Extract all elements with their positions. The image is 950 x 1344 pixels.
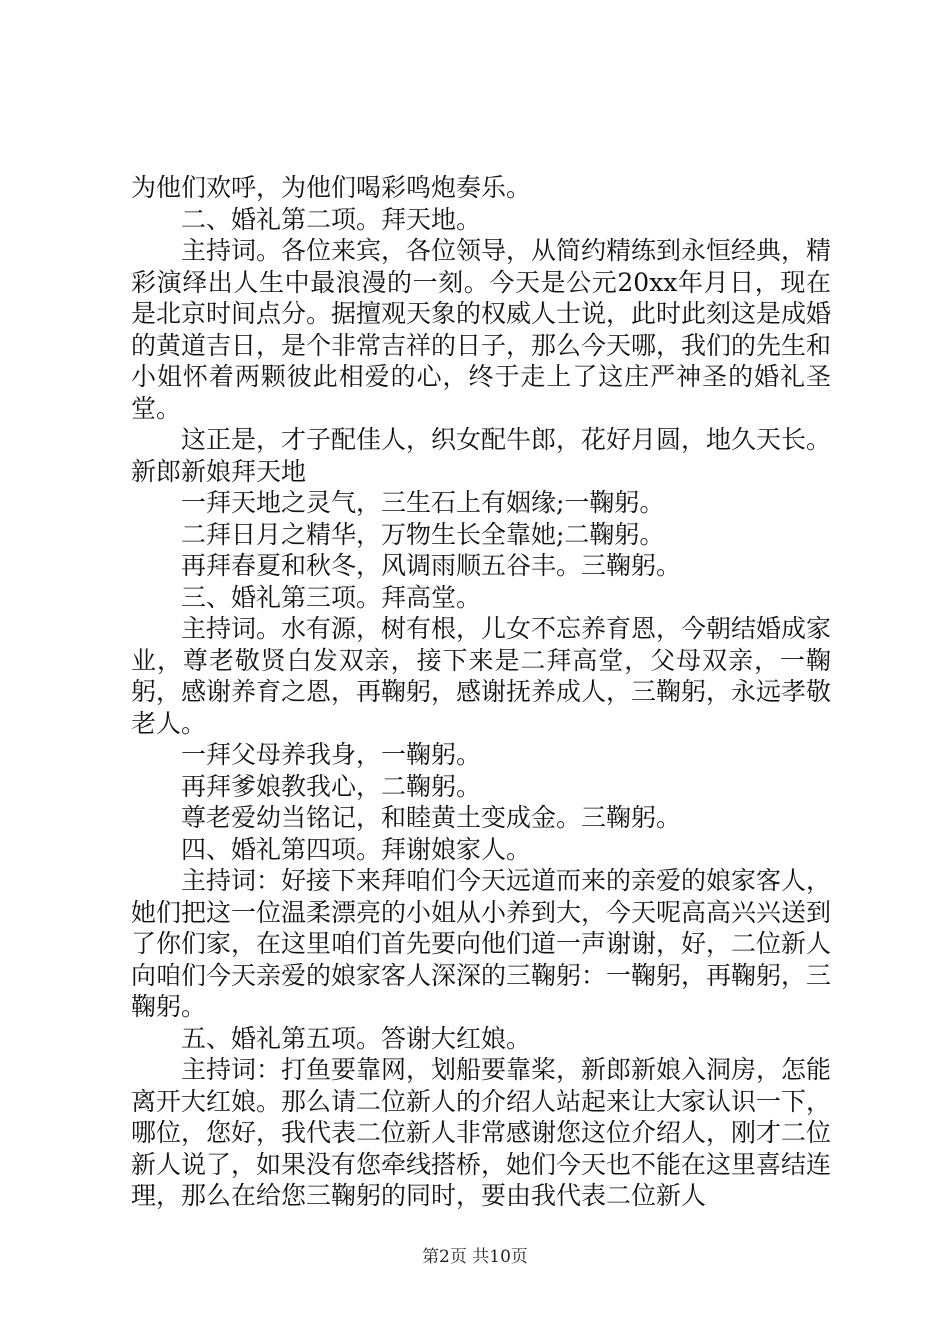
verse-line: 二拜日月之精华，万物生长全靠她;二鞠躬。 xyxy=(181,519,665,549)
paragraph-verse-intro: 这正是，才子配佳人，织女配牛郎，花好月圆，地久天长。新郎新娘拜天地 xyxy=(131,425,832,486)
section-heading-5: 五、婚礼第五项。答谢大红娘。 xyxy=(181,1023,532,1053)
page-number-label: 第2页 共10页 xyxy=(422,1247,528,1267)
document-body xyxy=(131,172,831,1212)
verse-line: 尊老爱幼当铭记，和睦黄土变成金。三鞠躬。 xyxy=(181,803,682,832)
verse-line: 再拜春夏和秋冬，风调雨顺五谷丰。三鞠躬。 xyxy=(181,551,682,580)
paragraph-continuation: 为他们欢呼，为他们喝彩鸣炮奏乐。 xyxy=(131,173,532,202)
verse-line: 再拜爹娘教我心，二鞠躬。 xyxy=(181,771,482,801)
verse-line: 一拜天地之灵气，三生石上有姻缘;一鞠躬。 xyxy=(181,488,665,517)
paragraph-host-speech-3: 主持词。水有源，树有根，儿女不忘养育恩，今朝结婚成家业，尊老敬贤白发双亲，接下来是二拜高堂，父母双亲，一鞠躬，感谢养育之恩，再鞠躬，感谢抚养成人，三鞠躬，永远孝敬老人。 xyxy=(131,614,832,738)
paragraph-host-speech-2: 主持词。各位来宾，各位领导，从简约精练到永恒经典，精彩演绎出人生中最浪漫的一刻。今天是公元20xx年月日，现在是北京时间点分。据擅观天象的权威人士说，此时此刻这是成婚的黄道吉日，是个非常吉祥的日子，那么今天哪，我们的先生和小姐怀着两颗彼此相爱的心，终于走上了这庄严神圣的婚礼圣堂。 xyxy=(131,236,832,423)
section-heading-3: 三、婚礼第三项。拜高堂。 xyxy=(181,582,482,612)
section-heading-2: 二、婚礼第二项。拜天地。 xyxy=(181,204,482,234)
paragraph-host-speech-4: 主持词：好接下来拜咱们今天远道而来的亲爱的娘家客人，她们把这一位温柔漂亮的小姐从小养到大，今天呢高高兴兴送到了你们家，在这里咱们首先要向他们道一声谢谢，好，二位新人向咱们今天亲爱的娘家客人深深的三鞠躬：一鞠躬，再鞠躬，三鞠躬。 xyxy=(131,866,832,1021)
paragraph-host-speech-5: 主持词：打鱼要靠网，划船要靠桨，新郎新娘入洞房，怎能离开大红娘。那么请二位新人的介绍人站起来让大家认识一下，哪位，您好，我代表二位新人非常感谢您这位介绍人，刚才二位新人说了，如果没有您牵线搭桥，她们今天也不能在这里喜结连理，那么在给您三鞠躬的同时，要由我代表二位新人 xyxy=(131,1055,832,1210)
verse-line: 一拜父母养我身，一鞠躬。 xyxy=(181,740,482,769)
page-footer xyxy=(0,1242,950,1267)
section-heading-4: 四、婚礼第四项。拜谢娘家人。 xyxy=(181,834,532,864)
